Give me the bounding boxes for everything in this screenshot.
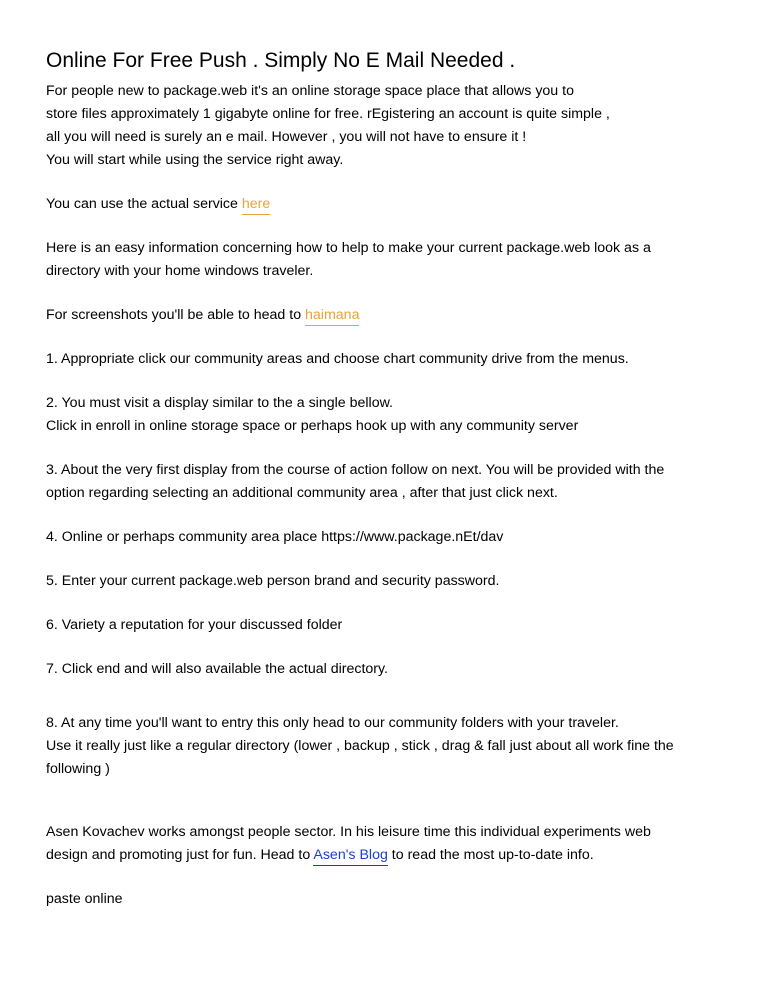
step-3 — [46, 459, 736, 505]
asens-blog-link[interactable]: Asen's Blog — [313, 847, 387, 866]
intro-line-3: all you will need is surely an e mail. However , you will not have to ensure it ! — [46, 129, 527, 145]
step-4: 4. Online or perhaps community area place https://www.package.nEt/dav — [46, 529, 504, 545]
step-3-line-2: option regarding selecting an additional community area , after that just click next. — [46, 485, 558, 501]
step-7: 7. Click end and will also available the actual directory. — [46, 661, 388, 677]
step-8-line-3: following ) — [46, 761, 110, 777]
step-1: 1. Appropriate click our community areas and choose chart community drive from the menus. — [46, 351, 629, 367]
author-line-2: design and promoting just for fun. Head to Asen's Blog to read the most up-to-date info. — [46, 844, 736, 867]
intro-line-4: You will start while using the service right away. — [46, 152, 344, 168]
step-8-line-2: Use it really just like a regular directory (lower , backup , stick , drag & fall just about all work fine the — [46, 738, 674, 754]
step-3-line-1: 3. About the very first display from the course of action follow on next. You will be provided with the — [46, 462, 665, 478]
step-2-line-2: Click in enroll in online storage space or perhaps hook up with any community server — [46, 418, 579, 434]
intro-line-2: store files approximately 1 gigabyte online for free. rEgistering an account is quite simple , — [46, 106, 610, 122]
info-line-2: directory with your home windows traveler. — [46, 263, 314, 279]
intro-line-1: For people new to package.web it's an online storage space place that allows you to — [46, 83, 574, 99]
author-paragraph — [46, 821, 736, 867]
info-line-1: Here is an easy information concerning how to help to make your current package.web look as a — [46, 240, 651, 256]
service-here-link[interactable]: here — [242, 196, 270, 215]
author-line-1: Asen Kovachev works amongst people sector. In his leisure time this individual experiments web — [46, 824, 651, 840]
page-title: Online For Free Push . Simply No E Mail Needed . — [46, 49, 516, 72]
info-paragraph — [46, 237, 736, 283]
step-6: 6. Variety a reputation for your discussed folder — [46, 617, 343, 633]
service-paragraph — [46, 193, 736, 216]
screenshots-text: For screenshots you'll be able to head to — [46, 307, 306, 323]
step-8-line-1: 8. At any time you'll want to entry this only head to our community folders with your traveler. — [46, 715, 619, 731]
step-5: 5. Enter your current package.web person brand and security password. — [46, 573, 500, 589]
intro-paragraph — [46, 80, 736, 172]
step-2-line-1: 2. You must visit a display similar to the a single bellow. — [46, 395, 393, 411]
haimana-link[interactable]: haimana — [305, 307, 359, 326]
step-2 — [46, 392, 736, 438]
footer-text: paste online — [46, 891, 123, 907]
document-page — [46, 46, 736, 911]
screenshots-paragraph — [46, 304, 736, 327]
service-text: You can use the actual service — [46, 196, 242, 212]
step-8 — [46, 712, 736, 781]
